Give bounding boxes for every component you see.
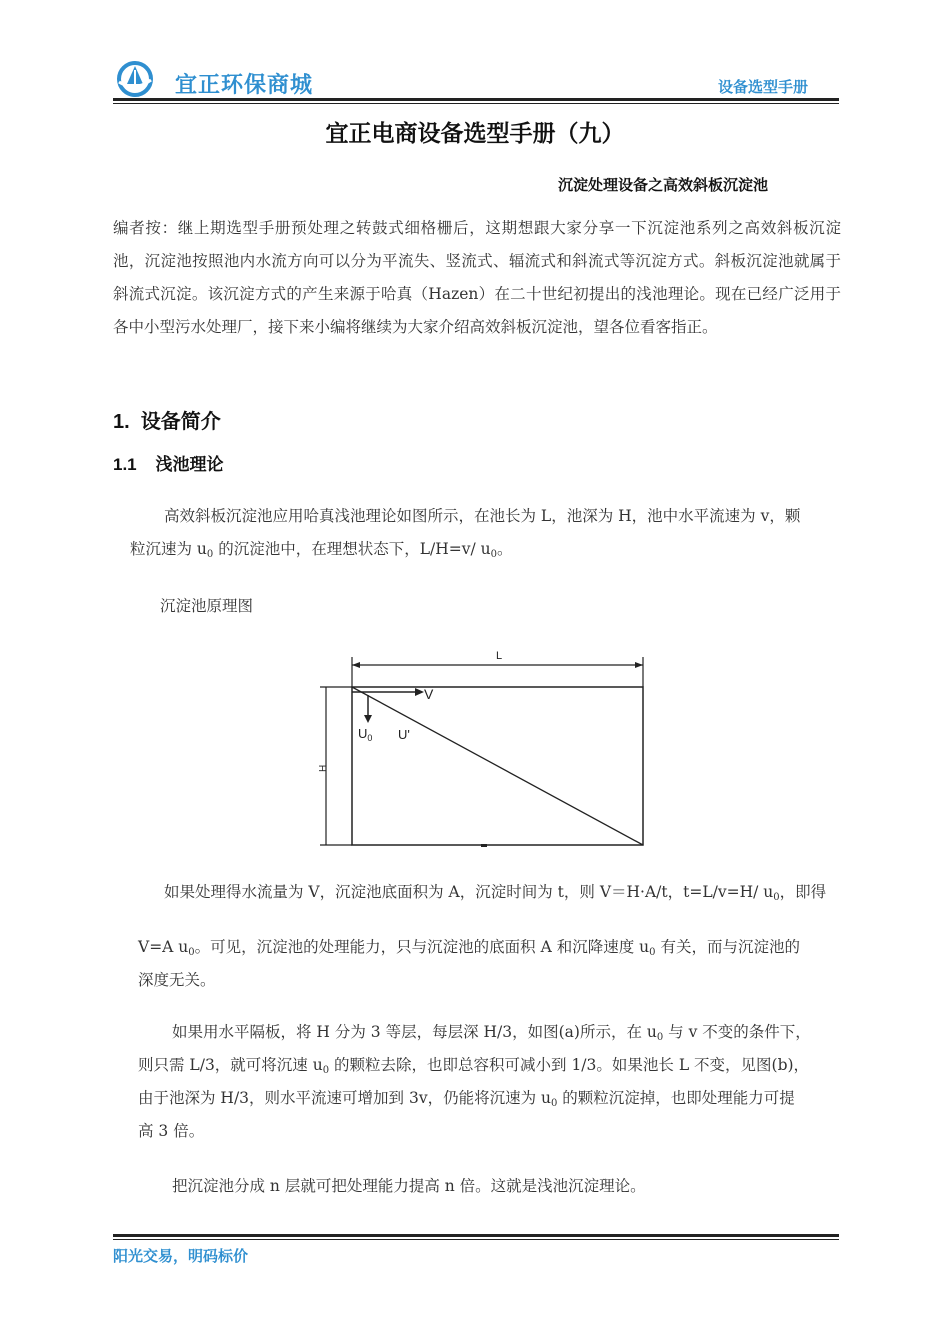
section-heading-1: 1. 设备简介 [113, 411, 221, 433]
footer-slogan: 阳光交易，明码标价 [113, 1247, 249, 1265]
para1-line1: 高效斜板沉淀池应用哈真浅池理论如图所示，在池长为 L，池深为 H，池中水平流速为 v，颗 [164, 507, 801, 525]
page-title: 宜正电商设备选型手册（九） [325, 120, 625, 146]
bottom-marker [481, 844, 487, 847]
para-conclusion: 把沉淀池分成 n 层就可把处理能力提高 n 倍。这就是浅池沉淀理论。 [172, 1177, 646, 1195]
para3-line4: 高 3 倍。 [138, 1122, 205, 1140]
settle-arrowhead [364, 715, 372, 723]
velocity-label: V [424, 686, 434, 702]
length-arrow-left [352, 662, 360, 668]
para2-line2: V=A $u_0$。可见，沉淀池的处理能力，只与沉淀池的底面积 A 和沉降速度 $u_0$ 有关，而与沉淀池的 [138, 938, 800, 958]
para2-line3: 深度无关。 [138, 971, 216, 989]
length-label: L [496, 650, 503, 662]
height-label: H [318, 764, 329, 772]
section-heading-1-1: 1.1 浅池理论 [113, 455, 224, 474]
brand-name: 宜正环保商城 [175, 73, 314, 98]
para-layers [138, 1016, 843, 1148]
trajectory-line [352, 687, 643, 845]
footer-rule-thin [113, 1239, 839, 1240]
settle-label: $U_0$ [358, 726, 373, 743]
brand-logo-icon [115, 60, 157, 98]
header-rule-thick [113, 98, 839, 101]
sedimentation-diagram [318, 645, 653, 855]
para-capacity [138, 876, 843, 997]
para2-line1: 如果处理得水流量为 V，沉淀池底面积为 A，沉淀时间为 t，则 V＝H·A/t，t=L/v=H/ $u_0$，即得 [164, 883, 827, 903]
resultant-label: U' [398, 727, 410, 742]
page-subtitle: 沉淀处理设备之高效斜板沉淀池 [558, 177, 769, 194]
length-arrow-right [635, 662, 643, 668]
para3-line3: 由于池深为 H/3，则水平流速可增加到 3v，仍能将沉速为 $u_0$ 的颗粒沉淀掉，也即处理能力可提 [138, 1089, 795, 1109]
diagram-svg [318, 645, 653, 855]
para3-line2: 则只需 L/3，就可将沉速 $u_0$ 的颗粒去除，也即总容积可减小到 1/3。如果池长 L 不变，见图(b)， [138, 1056, 810, 1076]
manual-label: 设备选型手册 [718, 78, 809, 96]
header-rule-thin [113, 103, 839, 104]
velocity-arrowhead [415, 688, 424, 696]
figure-caption: 沉淀池原理图 [160, 597, 254, 615]
footer-rule-thick [113, 1234, 839, 1237]
para-shallow-theory [130, 500, 845, 566]
para1-line2: 粒沉速为 $u_0$ 的沉淀池中，在理想状态下，L/H=v/ $u_0$。 [130, 540, 513, 560]
para3-line1: 如果用水平隔板，将 H 分为 3 等层，每层深 H/3，如图(a)所示，在 $u_0$ 与 v 不变的条件下， [172, 1023, 811, 1043]
editor-note: 编者按：继上期选型手册预处理之转鼓式细格栅后，这期想跟大家分享一下沉淀池系列之高效斜板沉淀池，沉淀池按照池内水流方向可以分为平流失、竖流式、辐流式和斜流式等沉淀方式。斜板沉淀池就属于斜流式沉淀。该沉淀方式的产生来源于哈真（Hazen）在二十世纪初提出的浅池理论。现在已经广泛用于各中小型污水处理厂，接下来小编将继续为大家介绍高效斜板沉淀池，望各位看客指正。 [113, 219, 841, 336]
